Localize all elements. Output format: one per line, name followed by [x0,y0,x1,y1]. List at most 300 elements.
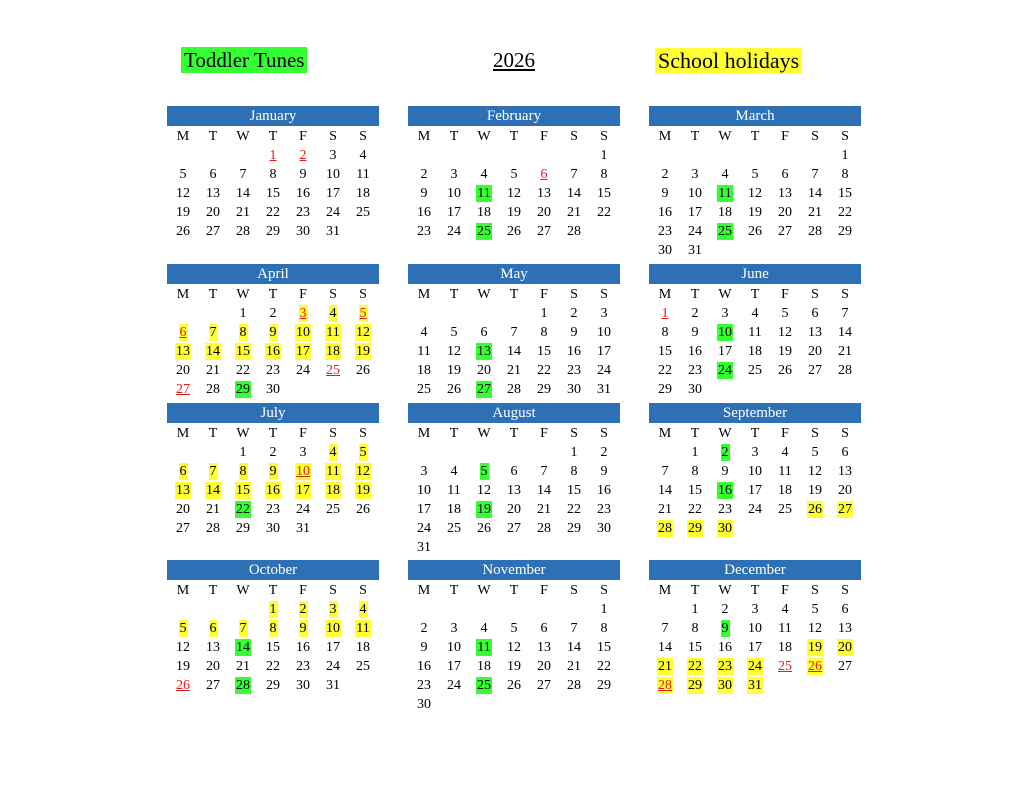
day-cell [318,500,348,519]
day-number: 14 [808,186,822,201]
day-number: 18 [326,483,340,498]
day-number: 16 [266,483,280,498]
empty-cell [198,304,228,323]
day-number: 17 [688,205,702,220]
day-cell [680,500,710,519]
day-cell [650,657,680,676]
day-number: 13 [206,186,220,201]
day-number: 6 [781,167,789,182]
day-cell [228,304,258,323]
day-grid [649,127,860,260]
day-number: 5 [179,621,187,636]
day-cell [228,462,258,481]
day-grid [167,285,378,399]
day-cell [198,361,228,380]
day-cell [439,222,469,241]
day-cell [439,500,469,519]
day-cell [168,342,198,361]
weekday-label: F [781,287,789,302]
day-number: 23 [658,224,672,239]
day-number: 3 [329,602,337,617]
day-cell [529,304,559,323]
day-cell [499,361,529,380]
day-cell [198,657,228,676]
empty-cell [168,443,198,462]
day-number: 18 [748,344,762,359]
day-number: 5 [781,306,789,321]
day-cell [770,323,800,342]
day-number: 24 [688,224,702,239]
day-cell [710,361,740,380]
day-cell [559,380,589,399]
day-number: 29 [838,224,852,239]
day-number: 2 [420,621,428,636]
day-cell [288,304,318,323]
day-cell [258,361,288,380]
day-cell [800,600,830,619]
day-number: 16 [417,659,431,674]
day-cell [529,657,559,676]
day-cell [258,146,288,165]
day-number: 5 [811,602,819,617]
day-number: 20 [778,205,792,220]
weekday-label: S [811,426,819,441]
day-number: 6 [540,167,548,182]
day-number: 20 [176,502,190,517]
day-cell [680,619,710,638]
weekday-label: S [600,129,608,144]
day-cell [409,323,439,342]
day-number: 27 [176,382,190,397]
day-cell [529,222,559,241]
day-number: 13 [838,464,852,479]
day-number: 2 [269,306,277,321]
day-number: 6 [209,167,217,182]
day-number: 17 [748,640,762,655]
day-number: 22 [537,363,551,378]
day-number: 13 [206,640,220,655]
day-cell [830,146,860,165]
day-number: 26 [507,224,521,239]
empty-cell [198,443,228,462]
day-cell [288,222,318,241]
day-cell [499,165,529,184]
day-cell [499,462,529,481]
day-cell [348,342,378,361]
weekday-label: T [690,129,700,144]
day-number: 6 [540,621,548,636]
day-number: 15 [838,186,852,201]
day-number: 28 [838,363,852,378]
day-cell [650,342,680,361]
weekday-label: T [268,583,278,598]
day-number: 12 [808,464,822,479]
day-cell [680,304,710,323]
day-cell [228,676,258,695]
day-number: 6 [480,325,488,340]
day-cell [529,619,559,638]
day-cell [409,165,439,184]
day-cell [499,380,529,399]
day-number: 21 [808,205,822,220]
weekday-label: S [811,129,819,144]
day-number: 10 [326,621,340,636]
weekday-label: F [299,287,307,302]
day-cell [348,323,378,342]
day-cell [288,519,318,538]
month-name: August [408,403,620,423]
day-cell [258,519,288,538]
day-number: 20 [477,363,491,378]
day-cell [680,380,710,399]
day-cell [800,342,830,361]
weekday-label: S [329,583,337,598]
day-cell [529,165,559,184]
day-cell [409,519,439,538]
day-number: 10 [597,325,611,340]
day-number: 24 [748,659,762,674]
day-cell [589,676,619,695]
day-number: 5 [510,621,518,636]
day-number: 19 [507,659,521,674]
weekday-label: W [718,426,732,441]
day-cell [589,203,619,222]
day-number: 24 [296,363,310,378]
day-cell [258,619,288,638]
day-number: 18 [477,205,491,220]
day-cell [258,184,288,203]
weekday-label: T [208,583,218,598]
day-cell [650,462,680,481]
empty-cell [198,600,228,619]
day-number: 18 [718,205,732,220]
day-number: 8 [269,167,277,182]
day-cell [740,342,770,361]
day-cell [258,165,288,184]
day-number: 5 [359,306,367,321]
day-number: 16 [718,640,732,655]
weekday-label: T [449,426,459,441]
day-number: 11 [326,464,340,479]
day-number: 15 [658,344,672,359]
weekday-label: S [570,426,578,441]
day-number: 1 [269,602,277,617]
day-cell [680,241,710,260]
day-cell [409,203,439,222]
weekday-label: W [236,287,250,302]
day-cell [740,500,770,519]
day-number: 12 [356,325,370,340]
day-cell [198,619,228,638]
weekday-label: F [781,129,789,144]
day-number: 12 [808,621,822,636]
day-number: 11 [356,167,370,182]
day-cell [589,600,619,619]
day-cell [228,380,258,399]
day-cell [589,380,619,399]
empty-cell [198,146,228,165]
day-cell [228,203,258,222]
day-number: 24 [447,678,461,693]
day-number: 4 [781,445,789,460]
empty-cell [469,443,499,462]
day-number: 23 [296,659,310,674]
weekday-label: M [658,583,672,598]
day-number: 3 [600,306,608,321]
day-number: 9 [721,621,729,636]
day-number: 11 [718,186,732,201]
empty-cell [168,304,198,323]
day-cell [228,657,258,676]
day-cell [318,657,348,676]
day-cell [559,203,589,222]
day-number: 3 [751,602,759,617]
day-cell [740,184,770,203]
day-number: 24 [748,502,762,517]
day-cell [258,657,288,676]
day-cell [168,222,198,241]
day-cell [559,481,589,500]
day-cell [228,165,258,184]
toddler-tunes-legend: Toddler Tunes [181,47,307,73]
day-number: 27 [537,678,551,693]
month-october [167,560,379,695]
weekday-label: W [236,583,250,598]
day-number: 29 [266,678,280,693]
day-cell [348,146,378,165]
day-number: 31 [748,678,762,693]
day-cell [800,304,830,323]
day-number: 12 [778,325,792,340]
day-grid [408,127,619,241]
day-number: 20 [537,659,551,674]
day-number: 22 [236,502,250,517]
day-cell [258,342,288,361]
weekday-label: F [540,287,548,302]
day-cell [740,676,770,695]
day-number: 21 [206,502,220,517]
day-cell [710,500,740,519]
day-cell [529,380,559,399]
weekday-label: M [176,287,190,302]
month-february [408,106,620,241]
day-number: 2 [570,306,578,321]
day-cell [228,481,258,500]
weekday-label: F [781,583,789,598]
day-cell [318,638,348,657]
day-cell [589,146,619,165]
month-name: July [167,403,379,423]
weekday-label: T [509,129,519,144]
day-cell [409,619,439,638]
day-cell [198,165,228,184]
day-number: 25 [778,659,792,674]
day-cell [740,619,770,638]
day-number: 8 [661,325,669,340]
day-cell [469,222,499,241]
weekday-label: F [540,583,548,598]
weekday-label: T [690,426,700,441]
weekday-label: S [359,129,367,144]
day-cell [499,657,529,676]
empty-cell [529,443,559,462]
day-number: 10 [296,464,310,479]
day-number: 13 [537,640,551,655]
day-number: 15 [688,640,702,655]
empty-cell [439,443,469,462]
empty-cell [469,304,499,323]
day-number: 19 [176,659,190,674]
day-number: 28 [537,521,551,536]
day-cell [800,481,830,500]
day-number: 20 [206,659,220,674]
day-number: 15 [537,344,551,359]
day-cell [348,481,378,500]
day-number: 25 [477,678,491,693]
day-number: 21 [567,659,581,674]
weekday-label: F [540,129,548,144]
day-cell [469,619,499,638]
day-cell [770,600,800,619]
day-number: 9 [721,464,729,479]
empty-cell [650,146,680,165]
day-number: 7 [570,621,578,636]
day-number: 4 [781,602,789,617]
month-june [649,264,861,399]
empty-cell [499,600,529,619]
day-cell [168,619,198,638]
day-cell [439,165,469,184]
day-cell [589,165,619,184]
weekday-label: M [417,287,431,302]
day-cell [680,323,710,342]
day-number: 13 [176,483,190,498]
day-cell [740,165,770,184]
day-cell [589,619,619,638]
day-number: 25 [326,502,340,517]
day-cell [740,203,770,222]
day-number: 8 [600,167,608,182]
day-number: 18 [447,502,461,517]
day-number: 16 [266,344,280,359]
weekday-label: F [299,583,307,598]
day-number: 27 [778,224,792,239]
weekday-label: S [841,287,849,302]
day-cell [680,657,710,676]
day-number: 5 [811,445,819,460]
day-cell [439,323,469,342]
day-number: 3 [329,148,337,163]
day-number: 28 [206,521,220,536]
day-number: 1 [239,445,247,460]
empty-cell [680,146,710,165]
day-number: 28 [236,678,250,693]
day-number: 3 [299,306,307,321]
day-cell [800,462,830,481]
day-number: 31 [326,678,340,693]
day-number: 15 [266,186,280,201]
day-number: 21 [567,205,581,220]
day-number: 11 [326,325,340,340]
day-cell [710,323,740,342]
day-cell [288,619,318,638]
day-cell [288,638,318,657]
day-number: 2 [600,445,608,460]
month-july [167,403,379,538]
day-cell [499,519,529,538]
year-title: 2026 [493,48,535,72]
month-name: November [408,560,620,580]
day-number: 10 [296,325,310,340]
day-number: 28 [507,382,521,397]
weekday-label: W [477,426,491,441]
weekday-label: T [690,287,700,302]
day-number: 4 [329,445,337,460]
day-number: 22 [236,363,250,378]
day-number: 28 [236,224,250,239]
day-number: 11 [356,621,370,636]
day-number: 20 [838,483,852,498]
empty-cell [740,146,770,165]
day-cell [589,184,619,203]
month-name: March [649,106,861,126]
day-cell [348,638,378,657]
weekday-label: M [417,129,431,144]
day-cell [409,657,439,676]
day-number: 23 [567,363,581,378]
day-cell [770,184,800,203]
day-cell [710,165,740,184]
day-cell [348,361,378,380]
day-number: 14 [537,483,551,498]
day-cell [559,304,589,323]
day-cell [258,443,288,462]
day-number: 10 [447,186,461,201]
day-number: 19 [748,205,762,220]
day-number: 14 [236,186,250,201]
day-cell [710,184,740,203]
day-number: 29 [537,382,551,397]
day-cell [469,462,499,481]
day-number: 15 [688,483,702,498]
day-number: 23 [296,205,310,220]
day-cell [830,222,860,241]
day-number: 25 [326,363,340,378]
day-number: 7 [209,464,217,479]
day-number: 10 [447,640,461,655]
day-cell [529,462,559,481]
day-number: 1 [540,306,548,321]
day-cell [348,184,378,203]
day-number: 23 [417,678,431,693]
day-cell [288,676,318,695]
day-number: 19 [778,344,792,359]
day-cell [830,323,860,342]
day-cell [348,443,378,462]
day-cell [258,203,288,222]
day-cell [258,600,288,619]
day-cell [710,619,740,638]
day-number: 7 [209,325,217,340]
weekday-label: M [417,583,431,598]
day-cell [650,619,680,638]
day-cell [770,222,800,241]
day-cell [198,519,228,538]
day-number: 31 [296,521,310,536]
day-cell [650,304,680,323]
day-cell [168,657,198,676]
day-cell [710,203,740,222]
